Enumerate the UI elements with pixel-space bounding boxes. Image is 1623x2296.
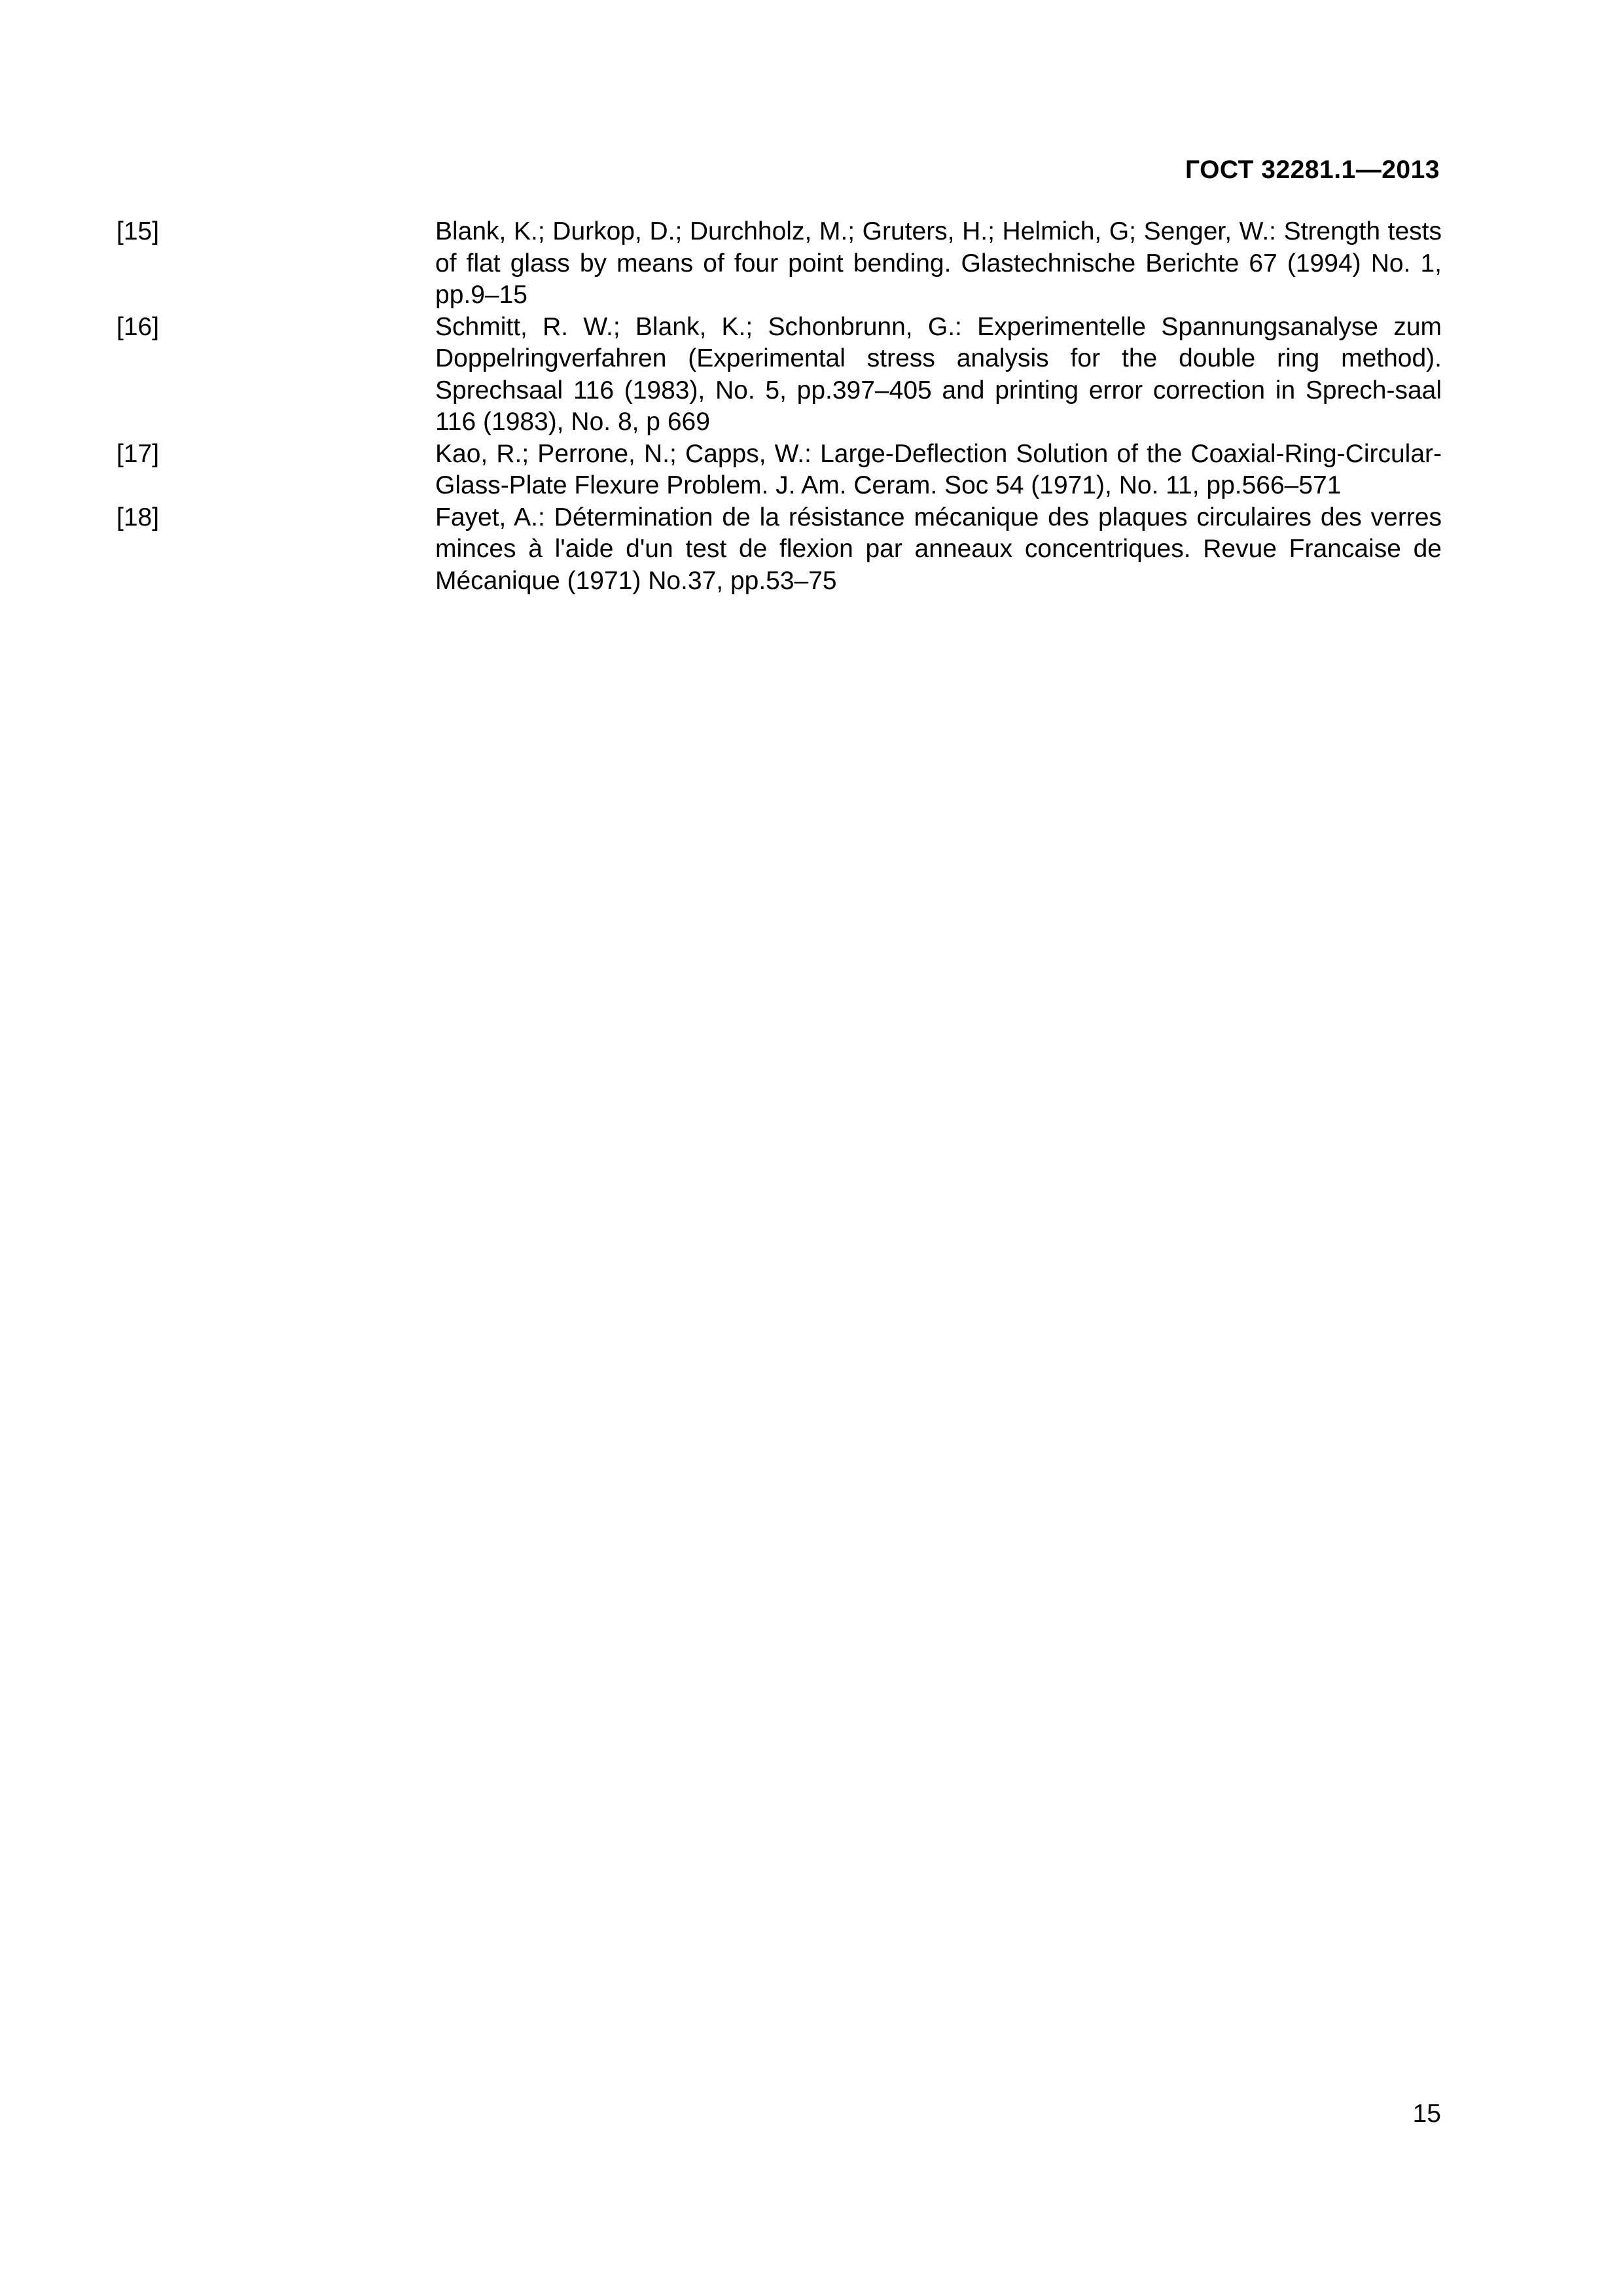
reference-number: [18] (116, 503, 160, 531)
reference-number: [17] (116, 439, 160, 468)
reference-number: [15] (116, 217, 160, 245)
reference-entry-16 (116, 312, 1442, 439)
reference-text: Blank, K.; Durkop, D.; Durchholz, M.; Gruters, H.; Helmich, G; Senger, W.: Strength tests of flat glass by means of four point bending. Glastechnische Berichte 67 (1994) No. 1, pp.9–15 (435, 217, 1442, 309)
reference-text: Kao, R.; Perrone, N.; Capps, W.: Large-Deflection Solution of the Coaxial-Ring-Circular-Glass-Plate Flexure Problem. J. Am. Ceram. Soc 54 (1971), No. 11, pp.566–571 (435, 439, 1442, 499)
reference-text: Schmitt, R. W.; Blank, K.; Schonbrunn, G.: Experimentelle Spannungsanalyse zum Doppelringverfahren (Experimental stress analysis for the double ring method). Sprechsaal 116 (1983), No. 5, pp.397–405 and printing error correction in Sprech-saal 116 (1983), No. 8, p 669 (435, 312, 1442, 436)
page-number: 15 (1412, 2100, 1441, 2128)
reference-entry-18 (116, 502, 1442, 598)
reference-entry-17 (116, 439, 1442, 502)
standard-code-header: ГОСТ 32281.1—2013 (1185, 156, 1440, 184)
reference-entry-15 (116, 216, 1442, 312)
reference-text: Fayet, A.: Détermination de la résistance mécanique des plaques circulaires des verres minces à l'aide d'un test de flexion par anneaux concentriques. Revue Francaise de Mécanique (1971) No.37, pp.53–75 (435, 503, 1442, 595)
reference-number: [16] (116, 312, 160, 341)
reference-list (116, 216, 1442, 597)
